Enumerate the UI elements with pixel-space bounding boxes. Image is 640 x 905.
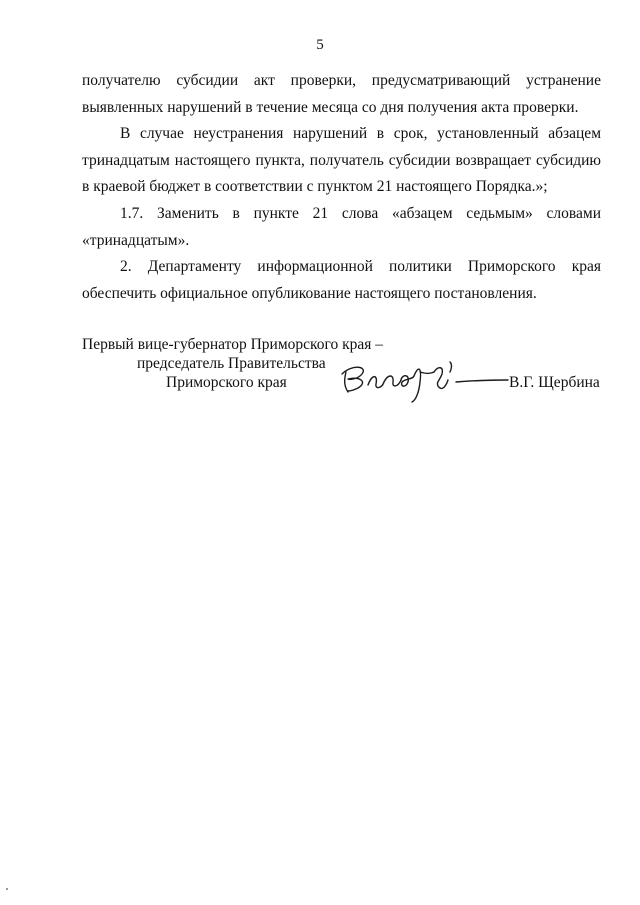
- handwritten-signature: [338, 352, 518, 410]
- paragraph-2: В случае неустранения нарушений в срок, установленный абзацем тринадцатым настоящего пункта, получатель субсидии возвращает субсидию в краевой бюджет в соответствии с пунктом 21 настоящего Порядка.»;: [82, 125, 601, 196]
- signatory-position-line-3: Приморского края: [166, 374, 287, 391]
- paragraph-1: получателю субсидии акт проверки, предусматривающий устранение выявленных нарушений в течение месяца со дня получения акта проверки.: [82, 72, 601, 116]
- paragraph-3: 1.7. Заменить в пункте 21 слова «абзацем седьмым» словами «тринадцатым».: [82, 204, 601, 249]
- scan-artifact: [6, 888, 8, 890]
- document-body: [82, 68, 601, 307]
- signatory-position-line-2: председатель Правительства: [137, 355, 326, 372]
- page-number: 5: [316, 37, 324, 53]
- signatory-position-line-1: Первый вице-губернатор Приморского края –: [82, 336, 384, 353]
- paragraph-4: 2. Департаменту информационной политики Приморского края обеспечить официальное опубликование настоящего постановления.: [82, 258, 601, 302]
- signatory-name: В.Г. Щербина: [509, 374, 600, 391]
